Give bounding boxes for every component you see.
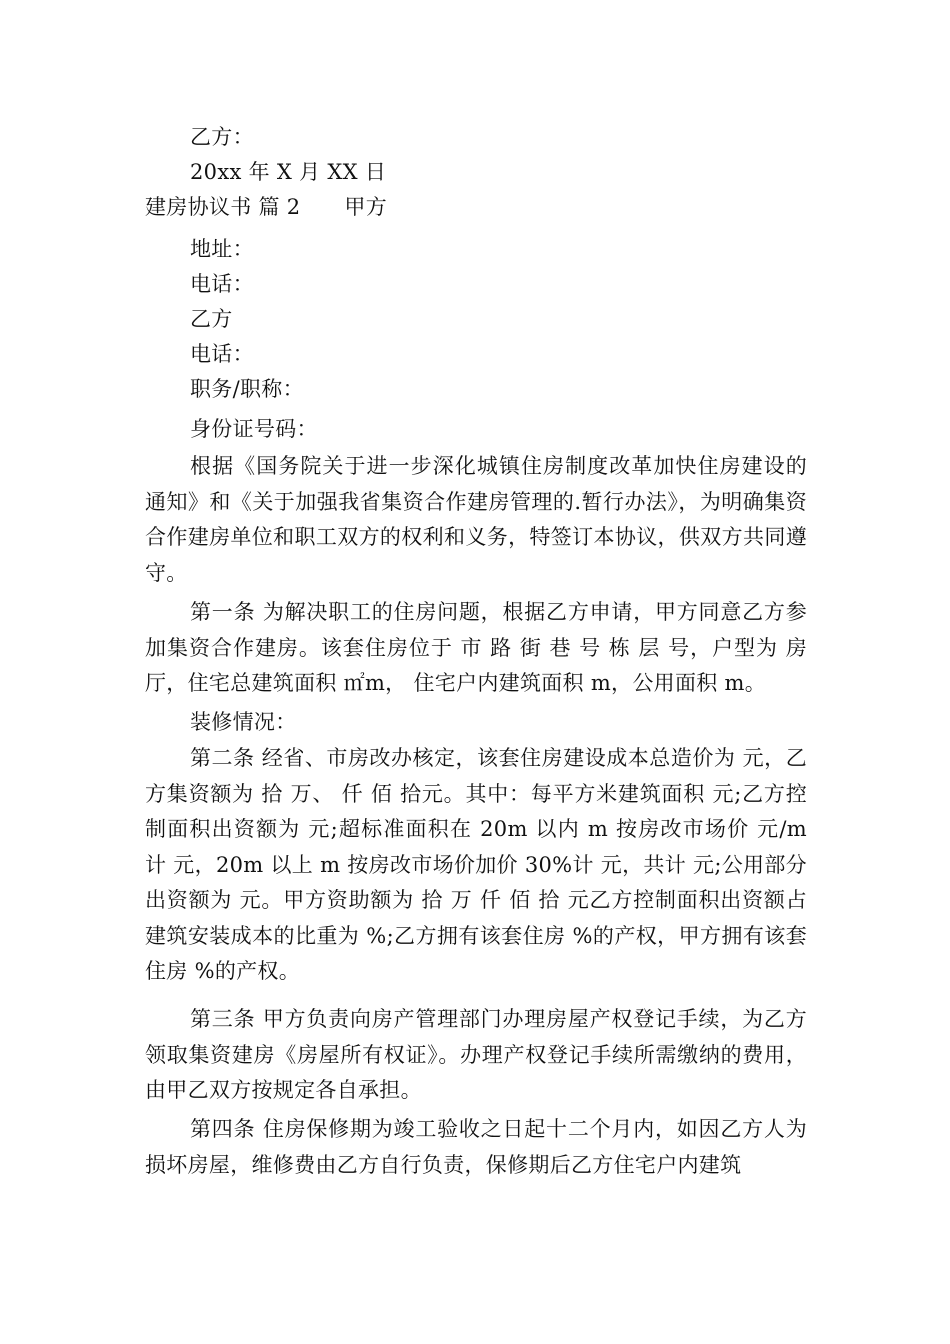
section-heading-row [145,190,387,225]
section-title: 建房协议书 篇 2 [145,195,301,219]
position-title-line: 职务/职称： [190,377,304,401]
party-a-label: 甲方 [344,195,388,219]
party-b-label: 乙方 [190,307,233,331]
party-a-phone-line: 电话： [190,272,254,296]
intro-paragraph: 根据《国务院关于进一步深化城镇住房制度改革加快住房建设的通知》和《关于加强我省集资合作建房管理的.暂行办法》，为明确集资合作建房单位和职工双方的权利和义务，特签订本协议，供双方共同遵守。 [145,454,807,585]
id-number-line: 身份证号码： [190,417,318,441]
article-3-paragraph: 第三条 甲方负责向房产管理部门办理房屋产权登记手续，为乙方领取集资建房《房屋所有权证》。办理产权登记手续所需缴纳的费用，由甲乙双方按规定各自承担。 [145,1007,807,1102]
party-b-phone-line: 电话： [190,342,254,366]
address-line: 地址： [190,237,254,261]
date-line: 20xx 年 X 月 XX 日 [190,160,387,184]
article-4-paragraph: 第四条 住房保修期为竣工验收之日起十二个月内，如因乙方人为损坏房屋，维修费由乙方自行负责，保修期后乙方住宅户内建筑 [145,1117,807,1177]
party-b-signature-line: 乙方： [190,125,254,149]
article-2-paragraph: 第二条 经省、市房改办核定，该套住房建设成本总造价为 元，乙方集资额为 拾 万、 仟 佰 拾元。其中：每平方米建筑面积 元;乙方控制面积出资额为 元;超标准面积在 20m 以内 m 按房改市场价 元/m 计 元，20m 以上 m 按房改市场价加价 30%计 元，共计 元;公用部分出资额为 元。甲方资助额为 拾 万 仟 佰 拾 元乙方控制面积出资额占建筑安装成本的比重为 %;乙方拥有该套住房 %的产权，甲方拥有该套住房 %的产权。 [145,746,807,983]
article-1-paragraph: 第一条 为解决职工的住房问题，根据乙方申请，甲方同意乙方参加集资合作建房。该套住房位于 市 路 街 巷 号 栋 层 号，户型为 房 厅，住宅总建筑面积 ㎡m， 住宅户内建筑面积 m，公用面积 m。 [145,600,807,695]
decoration-line: 装修情况： [190,710,297,734]
